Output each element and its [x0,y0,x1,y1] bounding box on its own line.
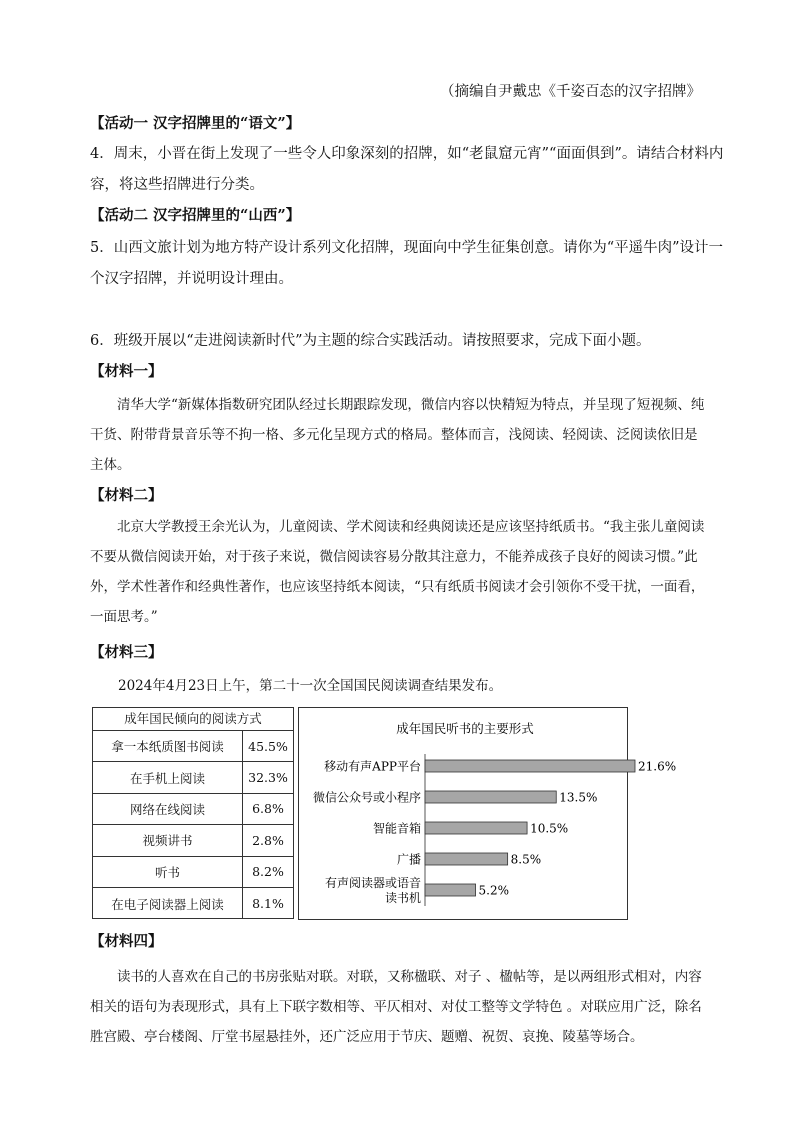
table-cell-label: 听书 [93,857,243,887]
table-row [93,762,293,793]
table-cell-value: 32.3% [248,770,288,786]
chart-data-label: 8.5% [510,852,542,867]
chart-bar [425,791,556,803]
chart-bar [425,853,508,865]
material4-heading: 【材料四】 [90,933,163,950]
table-cell-value: 45.5% [248,738,288,754]
listening-forms-chart [298,707,677,920]
chart-category-label: 广播 [396,852,421,867]
chart-bar [425,760,635,772]
table-cell-value: 8.1% [252,896,284,912]
table-row [93,825,293,856]
chart-category-label: 微信公众号或小程序 [312,790,421,805]
question4-line1: 4．周末，小晋在街上发现了一些令人印象深刻的招牌，如“老鼠窟元宵”“面面俱到”。请结合材料内 [90,146,724,162]
reading-method-table [92,707,294,919]
chart-category-label: 移动有声APP平台 [324,759,421,774]
table-cell-label: 网络在线阅读 [93,794,243,824]
chart-category-label: 智能音箱 [372,821,421,836]
question5-line1: 5．山西文旅计划为地方特产设计系列文化招牌，现面向中学生征集创意。请你为“平遥牛肉”设计一 [90,240,724,256]
material2-heading: 【材料二】 [90,487,163,504]
chart-data-label: 13.5% [559,790,598,805]
table-row [93,857,293,888]
table-cell-label: 在手机上阅读 [93,762,243,792]
table-row [93,794,293,825]
material2-text: 北京大学教授王余光认为，儿童阅读、学术阅读和经典阅读还是应该坚持纸质书。“我主张儿童阅读不要从微信阅读开始，对于孩子来说，微信阅读容易分散其注意力，不能养成孩子良好的阅读习惯。”此外，学术性著作和经典性著作，也应该坚持纸本阅读，“只有纸质书阅读才会引领你不受干扰，一面看，一面思考。” [90,519,705,625]
material3-intro: 2024年4月23日上午，第二十一次全国国民阅读调查结果发布。 [118,678,503,694]
table-cell-value: 6.8% [252,801,284,817]
chart-bar [425,822,527,834]
chart-data-label: 5.2% [478,883,510,898]
material3-heading: 【材料三】 [90,644,163,661]
activity1-heading: 【活动一 汉字招牌里的“语文”】 [90,115,301,132]
chart-data-label: 10.5% [530,821,569,836]
question4-line2: 容，将这些招牌进行分类。 [90,177,264,193]
material1-text: 清华大学“新媒体指数研究团队经过长期跟踪发现，微信内容以快精短为特点，并呈现了短视频、纯干货、附带背景音乐等不拘一格、多元化呈现方式的格局。整体而言，浅阅读、轻阅读、泛阅读依旧是主体。 [90,397,705,473]
chart-data-label: 21.6% [638,759,677,774]
table-cell-value: 8.2% [252,864,284,880]
source-attribution: （摘编自尹戴忠《千姿百态的汉字招牌》 [440,84,701,100]
chart-bar [425,884,476,896]
table-cell-label: 在电子阅读器上阅读 [93,888,243,919]
question6-line: 6．班级开展以“走进阅读新时代”为主题的综合实践活动。请按照要求，完成下面小题。 [90,333,651,349]
table-cell-label: 拿一本纸质图书阅读 [93,731,243,761]
chart-category-label: 有声阅读器或语音 [324,876,421,890]
material4-text: 读书的人喜欢在自己的书房张贴对联。对联，又称楹联、对子 、楹帖等，是以两组形式相对，内容相关的语句为表现形式，具有上下联字数相等、平仄相对、对仗工整等文学特色 。对联应用广泛，除名胜宫殿、亭台楼阁、厅堂书屋悬挂外，还广泛应用于节庆、题赠、祝贺、哀挽、陵墓等场合。 [90,969,702,1045]
material1-heading: 【材料一】 [90,363,163,380]
table-row [93,888,293,919]
table-title: 成年国民倾向的阅读方式 [93,708,293,731]
chart-title: 成年国民听书的主要形式 [396,721,534,736]
table-cell-value: 2.8% [252,832,284,848]
table-row [93,731,293,762]
activity2-heading: 【活动二 汉字招牌里的“山西”】 [90,207,301,224]
chart-category-label: 读书机 [384,891,421,905]
table-cell-label: 视频讲书 [93,825,243,855]
listening-forms-chart-svg [299,708,677,919]
question5-line2: 个汉字招牌，并说明设计理由。 [90,271,293,287]
